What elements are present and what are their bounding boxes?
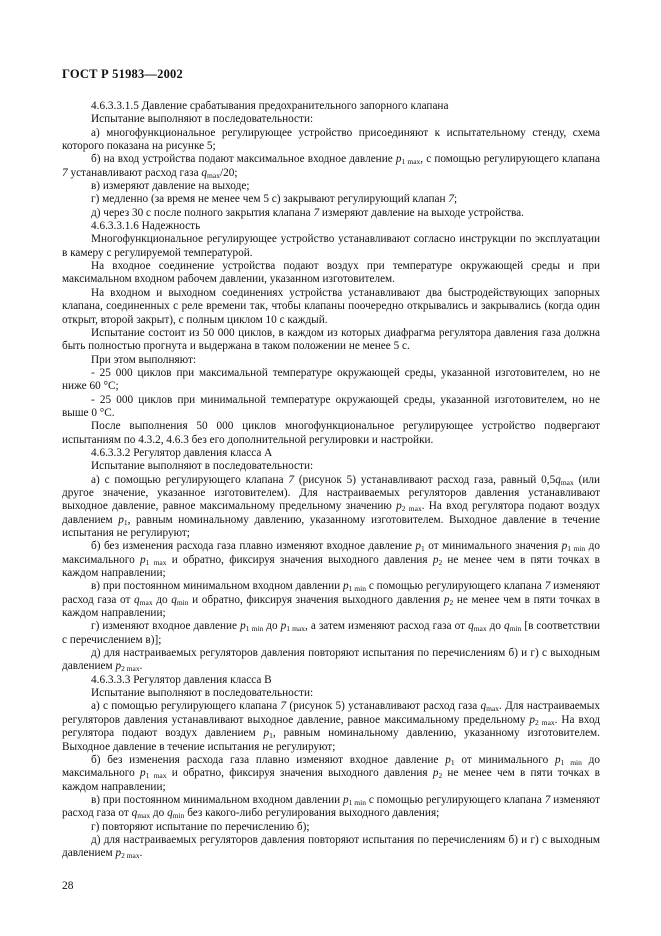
paragraph: 4.6.3.3.2 Регулятор давления класса А xyxy=(91,446,273,459)
paragraph: 4.6.3.3.3 Регулятор давления класса В xyxy=(91,673,272,686)
paragraph: При этом выполняют: xyxy=(91,353,196,366)
page-number: 28 xyxy=(62,880,74,892)
paragraph: Испытание состоит из 50 000 циклов, в каждом из которых диафрагма регулятора давления газа должна быть полностью прогнута и выдержана в таком положении не менее 5 с. xyxy=(62,326,600,353)
paragraph: в) при постоянном минимальном входном давлении $p_{1 min}$ с помощью регулирующего клапана 7 изменяют расход газа от $q_{max}$ до $q_{min}$ без какого-либо регулирования выходного давления; xyxy=(62,793,600,821)
paragraph: Многофункциональное регулирующее устройство устанавливают согласно инструкции по эксплуатации в камеру с регулируемой температурой. xyxy=(62,233,600,259)
paragraph: На входном и выходном соединениях устройства устанавливают два быстродействующих запорных клапана, соединенных с реле времени так, чтобы клапаны поочередно открывались и закрывались (когда один открыт, второй закрыт), с полным циклом 10 с каждый. xyxy=(62,286,600,326)
paragraph: д) через 30 с после полного закрытия клапана 7 измеряют давление на выходе устройства. xyxy=(91,206,524,219)
paragraph: г) медленно (за время не менее чем 5 с) закрывают регулирующий клапан 7; xyxy=(91,193,458,206)
paragraph: - 25 000 циклов при максимальной температуре окружающей среды, указанной изготовителем, но не ниже 60 °С; xyxy=(62,366,600,393)
paragraph: На входное соединение устройства подают воздух при температуре окружающей среды и при максимальном входном рабочем давлении, указанном изготовителем. xyxy=(62,260,600,286)
document-code-header: ГОСТ Р 51983—2002 xyxy=(62,67,183,81)
paragraph: б) без изменения расхода газа плавно изменяют входное давление $p_1$ от минимального значения $p_{1 min}$ до максимального $p_{1 max}$ и обратно, фиксируя значения выходного давления $p_2$ не менее чем в пяти точках в каждом направлении; xyxy=(62,540,600,580)
paragraph: в) при постоянном минимальном входном давлении $p_{1 min}$ с помощью регулирующего клапана 7 изменяют расход газа от $q_{max}$ до $q_{min}$ и обратно, фиксируя значения выходного давления $p_2$ не менее чем в пяти точках в каждом направлении; xyxy=(62,580,600,620)
paragraph: г) изменяют входное давление $p_{1 min}$ до $p_{1 max}$, а затем изменяют расход газа от $q_{max}$ до $q_{min}$ [в соответствии с перечислением в)]; xyxy=(62,620,600,646)
paragraph: а) с помощью регулирующего клапана 7 (рисунок 5) устанавливают расход газа $q_{max}$. Для настраиваемых регуляторов давления устанавливают выходное давление, равное максимальному предельному $p_{2 max}$. На вход регулятора подают воздух давлением $p_1$, равным номинальному давлению, указанному изготовителем. Выходное давление в течение испытания не регулируют; xyxy=(62,700,600,753)
paragraph: 4.6.3.3.1.5 Давление срабатывания предохранительного запорного клапана xyxy=(91,100,449,112)
paragraph: б) на вход устройства подают максимальное входное давление $p_{1 max}$, с помощью регулирующего клапана 7 устанавливают расход газа $q_{max}/20$; xyxy=(62,153,600,180)
paragraph: а) с помощью регулирующего клапана 7 (рисунок 5) устанавливают расход газа, равный $0,5q_{max}$ (или другое значение, указанное изготовителем). Для настраиваемых регуляторов давления устанавливают выходное давление, равное максимальному предельному значению $p_{2 max}$. На вход регулятора подают воздух давлением $p_1$, равным номинальному давлению, указанному изготовителем. Выходное давление в течение испытания не регулируют; xyxy=(62,473,600,539)
paragraph: 4.6.3.3.1.6 Надежность xyxy=(91,220,201,233)
paragraph: б) без изменения расхода газа плавно изменяют входное давление $p_1$ от минимального $p_{1 min}$ до максимального $p_{1 max}$ и обратно, фиксируя значения выходного давления $p_2$ не менее чем в пяти точках в каждом направлении; xyxy=(62,753,601,793)
paragraph: г) повторяют испытание по перечислению б); xyxy=(91,820,310,833)
paragraph: д) для настраиваемых регуляторов давления повторяют испытания по перечислениям б) и г) с выходным давлением $p_{2 max}$. xyxy=(62,647,600,674)
paragraph: После выполнения 50 000 циклов многофункциональное регулирующее устройство подвергают испытаниям по 4.3.2, 4.6.3 без его дополнительной регулировки и настройки. xyxy=(62,420,600,446)
paragraph: в) измеряют давление на выходе; xyxy=(91,180,250,193)
paragraph: - 25 000 циклов при минимальной температуре окружающей среды, указанной изготовителем, но не выше 0 °С. xyxy=(62,393,600,419)
paragraph: Испытание выполняют в последовательности: xyxy=(91,687,314,700)
paragraph: Испытание выполняют в последовательности: xyxy=(91,113,314,126)
document-body xyxy=(62,100,600,861)
paragraph: Испытание выполняют в последовательности: xyxy=(91,460,314,473)
paragraph: д) для настраиваемых регуляторов давления повторяют испытания по перечислениям б) и г) с выходным давлением $p_{2 max}$. xyxy=(62,833,600,861)
paragraph: а) многофункциональное регулирующее устройство присоединяют к испытательному стенду, схема которого показана на рисунке 5; xyxy=(62,126,600,153)
